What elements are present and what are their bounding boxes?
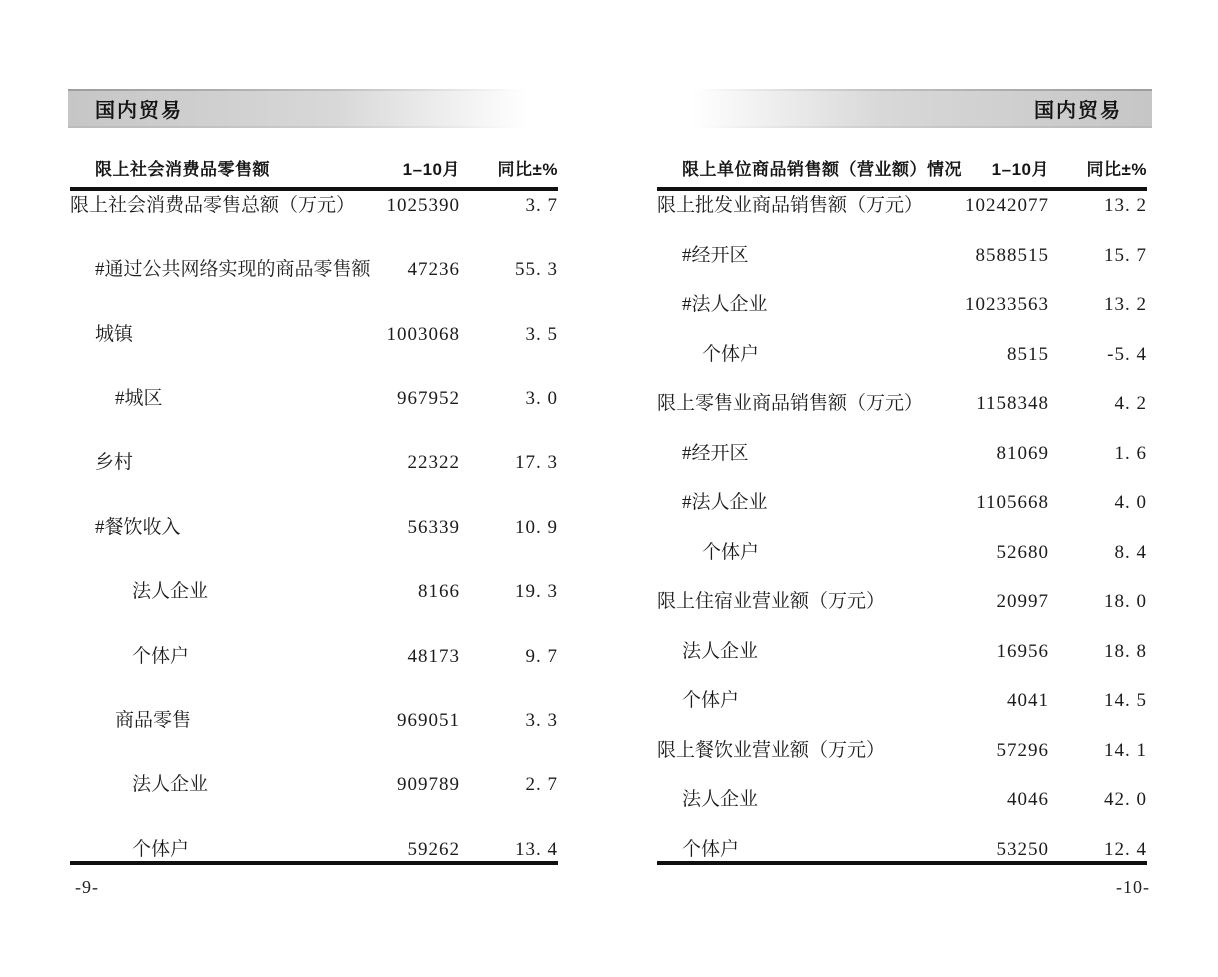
row-value: 59262 — [407, 838, 460, 860]
row-label: 乡村 — [95, 452, 134, 474]
row-value: 8166 — [418, 581, 460, 603]
row-value: 909789 — [397, 774, 460, 796]
row-yoy: 18. 0 — [1104, 591, 1147, 613]
table-row — [657, 835, 1147, 885]
table-row — [657, 686, 1147, 736]
table-row — [70, 384, 558, 448]
table-row — [70, 835, 558, 899]
row-label: 个体户 — [682, 838, 740, 860]
row-yoy: 3. 5 — [525, 323, 558, 345]
row-label: 限上零售业商品销售额（万元） — [657, 393, 924, 415]
table-row — [657, 736, 1147, 786]
table-row — [70, 448, 558, 512]
row-yoy: 13. 2 — [1104, 195, 1147, 216]
row-yoy: 10. 9 — [515, 516, 558, 538]
table-row — [70, 255, 558, 319]
table-row — [70, 513, 558, 577]
row-value: 53250 — [996, 838, 1049, 860]
table-row — [657, 785, 1147, 835]
col-header-period: 1–10月 — [402, 160, 460, 179]
row-yoy: -5. 4 — [1107, 343, 1147, 365]
row-value: 81069 — [996, 442, 1049, 464]
row-yoy: 13. 4 — [515, 838, 558, 860]
table-bottom-rule-left — [70, 861, 558, 865]
row-label: 法人企业 — [132, 774, 209, 796]
row-label: 限上批发业商品销售额（万元） — [657, 195, 924, 216]
row-value: 10242077 — [965, 195, 1049, 216]
row-value: 4041 — [1007, 690, 1049, 712]
table-body-right — [657, 191, 1147, 884]
page-number-left: -9- — [75, 877, 99, 897]
row-value: 967952 — [397, 388, 460, 410]
row-label: 个体户 — [682, 690, 740, 712]
table-body-left — [70, 191, 558, 899]
row-yoy: 3. 0 — [525, 388, 558, 410]
table-row — [70, 642, 558, 706]
table-row — [657, 389, 1147, 439]
row-yoy: 3. 7 — [525, 195, 558, 216]
row-yoy: 15. 7 — [1104, 244, 1147, 266]
row-label: #法人企业 — [682, 294, 768, 316]
col-header-yoy: 同比±% — [1086, 160, 1147, 179]
row-label: #经开区 — [682, 442, 749, 464]
row-value: 969051 — [397, 709, 460, 731]
banner-title: 国内贸易 — [1034, 100, 1122, 122]
row-label: 城镇 — [95, 323, 134, 345]
row-value: 20997 — [996, 591, 1049, 613]
row-yoy: 8. 4 — [1114, 541, 1147, 563]
table-head-left — [70, 153, 558, 187]
table-title: 限上社会消费品零售额 — [95, 160, 270, 179]
row-yoy: 4. 0 — [1114, 492, 1147, 514]
table-row — [657, 241, 1147, 291]
row-label: 个体户 — [702, 343, 760, 365]
row-label: #经开区 — [682, 244, 749, 266]
table-row — [657, 587, 1147, 637]
col-header-period: 1–10月 — [991, 160, 1049, 179]
table-row — [70, 770, 558, 834]
table-head-right — [657, 153, 1147, 187]
row-value: 8588515 — [975, 244, 1049, 266]
row-yoy: 18. 8 — [1104, 640, 1147, 662]
table-row — [70, 320, 558, 384]
table-bottom-rule-right — [657, 861, 1147, 865]
row-value: 1158348 — [976, 393, 1049, 415]
row-label: 限上住宿业营业额（万元） — [657, 591, 886, 613]
row-label: 限上社会消费品零售总额（万元） — [70, 195, 356, 216]
row-value: 10233563 — [965, 294, 1049, 316]
row-yoy: 12. 4 — [1104, 838, 1147, 860]
row-label: #法人企业 — [682, 492, 768, 514]
row-value: 57296 — [996, 739, 1049, 761]
table-row — [70, 577, 558, 641]
row-label: 个体户 — [132, 838, 190, 860]
row-label: #餐饮收入 — [95, 516, 181, 538]
table-row — [70, 706, 558, 770]
col-header-yoy: 同比±% — [497, 160, 558, 179]
table-row — [657, 538, 1147, 588]
row-label: 法人企业 — [132, 581, 209, 603]
row-yoy: 2. 7 — [525, 774, 558, 796]
banner-title: 国内贸易 — [95, 100, 183, 122]
row-label: 个体户 — [702, 541, 760, 563]
row-yoy: 9. 7 — [525, 645, 558, 667]
table-row — [657, 191, 1147, 241]
row-yoy: 13. 2 — [1104, 294, 1147, 316]
row-value: 1025390 — [386, 195, 460, 216]
row-yoy: 42. 0 — [1104, 789, 1147, 811]
section-banner-left — [68, 89, 557, 128]
page-number-right: -10- — [1116, 877, 1150, 897]
row-value: 8515 — [1007, 343, 1049, 365]
row-value: 47236 — [407, 259, 460, 281]
row-value: 52680 — [996, 541, 1049, 563]
row-label: #通过公共网络实现的商品零售额 — [95, 259, 371, 281]
table-row — [657, 340, 1147, 390]
row-label: 法人企业 — [682, 640, 759, 662]
row-value: 1105668 — [976, 492, 1049, 514]
row-yoy: 14. 5 — [1104, 690, 1147, 712]
table-row — [657, 290, 1147, 340]
row-value: 22322 — [407, 452, 460, 474]
row-value: 56339 — [407, 516, 460, 538]
row-yoy: 17. 3 — [515, 452, 558, 474]
table-row — [657, 637, 1147, 687]
row-value: 48173 — [407, 645, 460, 667]
row-yoy: 55. 3 — [515, 259, 558, 281]
row-value: 1003068 — [386, 323, 460, 345]
section-banner-right — [661, 89, 1152, 128]
table-row — [657, 488, 1147, 538]
table-title: 限上单位商品销售额（营业额）情况 — [682, 160, 962, 179]
row-label: 商品零售 — [115, 709, 192, 731]
row-value: 4046 — [1007, 789, 1049, 811]
row-value: 16956 — [996, 640, 1049, 662]
row-yoy: 3. 3 — [525, 709, 558, 731]
row-yoy: 1. 6 — [1114, 442, 1147, 464]
row-label: #城区 — [115, 388, 163, 410]
row-label: 个体户 — [132, 645, 190, 667]
table-row — [657, 439, 1147, 489]
row-label: 法人企业 — [682, 789, 759, 811]
row-label: 限上餐饮业营业额（万元） — [657, 739, 886, 761]
row-yoy: 14. 1 — [1104, 739, 1147, 761]
row-yoy: 19. 3 — [515, 581, 558, 603]
row-yoy: 4. 2 — [1114, 393, 1147, 415]
table-row — [70, 191, 558, 255]
